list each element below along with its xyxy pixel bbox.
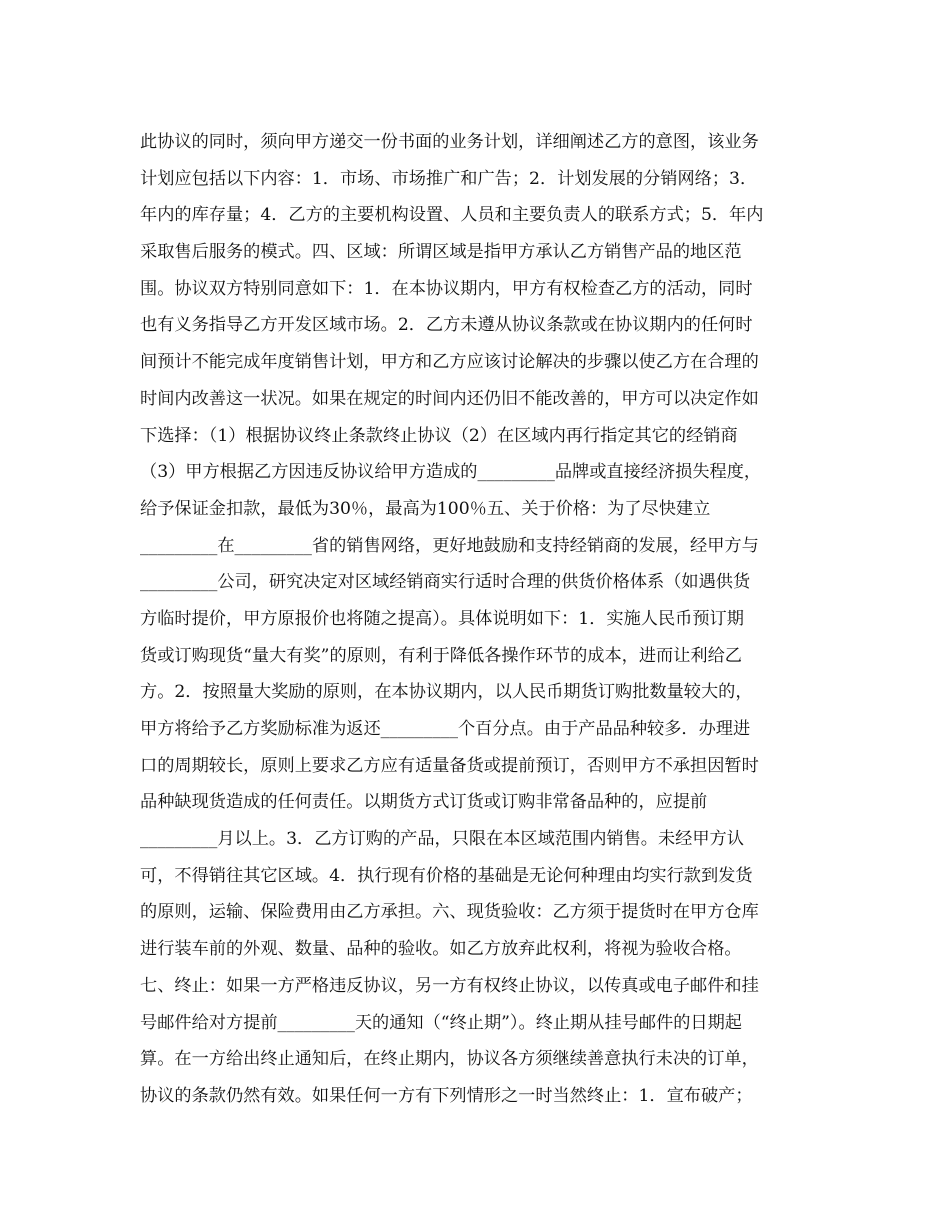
text-line: 方临时提价，甲方原报价也将随之提高）。具体说明如下：1．实施人民币预订期 <box>140 608 744 629</box>
text-line: 号邮件给对方提前_________天的通知（“终止期”）。终止期从挂号邮件的日期起 <box>140 1012 742 1033</box>
text-line: 方。2．按照量大奖励的原则，在本协议期内，以人民币期货订购批数量较大的， <box>140 682 753 703</box>
text-line: 年内的库存量；4．乙方的主要机构设置、人员和主要负责人的联系方式；5．年内 <box>140 205 764 226</box>
text-line: 采取售后服务的模式。四、区域：所谓区域是指甲方承认乙方销售产品的地区范 <box>140 242 742 263</box>
text-line: 甲方将给予乙方奖励标准为返还_________个百分点。由于产品品种较多．办理进 <box>140 719 751 739</box>
text-line: 间预计不能完成年度销售计划，甲方和乙方应该讨论解决的步骤以使乙方在合理的 <box>140 352 759 373</box>
text-line: 给予保证金扣款，最低为30％，最高为100％五、关于价格：为了尽快建立 <box>140 498 711 519</box>
text-line: _________公司，研究决定对区域经销商实行适时合理的供货价格体系（如遇供货 <box>140 572 751 593</box>
text-line: 也有义务指导乙方开发区域市场。2．乙方未遵从协议条款或在协议期内的任何时 <box>140 315 753 336</box>
text-line: 的原则，运输、保险费用由乙方承担。六、现货验收：乙方须于提货时在甲方仓库 <box>140 902 759 923</box>
text-line: 口的周期较长，原则上要求乙方应有适量备货或提前预订，否则甲方不承担因暂时 <box>140 755 759 776</box>
text-line: 此协议的同时，须向甲方递交一份书面的业务计划，详细阐述乙方的意图，该业务 <box>140 132 759 152</box>
text-line: 品种缺现货造成的任何责任。以期货方式订货或订购非常备品种的，应提前 <box>140 792 708 813</box>
text-line: 围。协议双方特别同意如下：1．在本协议期内，甲方有权检查乙方的活动，同时 <box>140 278 753 299</box>
text-line: 可，不得销往其它区域。4．执行现有价格的基础是无论何种理由均实行款到发货 <box>140 865 753 886</box>
text-line: _________在_________省的销售网络，更好地鼓励和支持经销商的发展，经甲方与 <box>140 535 759 556</box>
text-line: 时间内改善这一状况。如果在规定的时间内还仍旧不能改善的，甲方可以决定作如 <box>140 388 759 409</box>
text-line: 协议的条款仍然有效。如果任何一方有下列情形之一时当然终止：1．宣布破产； <box>140 1085 753 1106</box>
text-line: 七、终止：如果一方严格违反协议，另一方有权终止协议，以传真或电子邮件和挂 <box>140 975 759 996</box>
text-line: 下选择：（1）根据协议终止条款终止协议（2）在区域内再行指定其它的经销商 <box>140 425 738 446</box>
document-body <box>140 124 820 1115</box>
text-line: 计划应包括以下内容：1．市场、市场推广和广告；2．计划发展的分销网络；3． <box>140 168 758 189</box>
text-line: （3）甲方根据乙方因违反协议给甲方造成的_________品牌或直接经济损失程度， <box>140 462 762 483</box>
text-line: _________月以上。3．乙方订购的产品，只限在本区域范围内销售。未经甲方认 <box>140 829 744 850</box>
text-line: 算。在一方给出终止通知后，在终止期内，协议各方须继续善意执行未决的订单， <box>140 1049 759 1070</box>
text-line: 货或订购现货“量大有奖”的原则，有利于降低各操作环节的成本，进而让利给乙 <box>140 645 742 666</box>
text-line: 进行装车前的外观、数量、品种的验收。如乙方放弃此权利，将视为验收合格。 <box>140 939 742 960</box>
